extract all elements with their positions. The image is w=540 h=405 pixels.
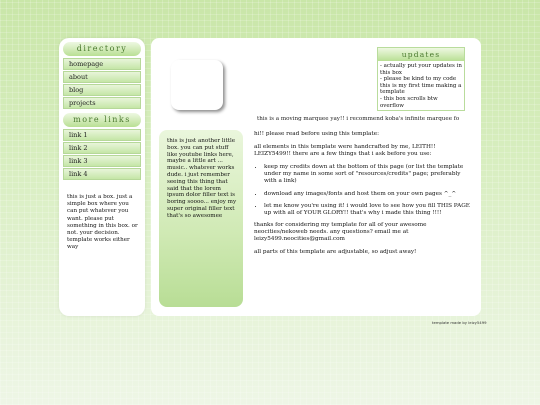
updates-list: [378, 61, 464, 109]
rule-item: • keep my credits down at the bottom of this page (or list the template under my name in some sort of "resources/credits" page; preferably with a link): [264, 164, 472, 185]
intro-text: hi!! please read before using this template:: [254, 131, 379, 137]
update-item: - actually put your updates in this box: [380, 63, 462, 76]
updates-heading: updates: [378, 48, 464, 61]
nav-link-blog[interactable]: blog: [63, 84, 141, 96]
nav-link-4[interactable]: link 4: [63, 168, 141, 180]
more-links-heading: more links: [63, 113, 141, 127]
mini-box-text: this is just another little box. you can put stuff like youtube links here, maybe a little art ... music.. whatever works dude. i just remember seeing this thing that said that the lorem ipsum dolor filler text is boring soooo... enjoy my super original filler text that's so awesomee: [167, 138, 237, 219]
main-panel: [151, 38, 481, 316]
sidebar: [59, 38, 145, 316]
nav-link-homepage[interactable]: homepage: [63, 58, 141, 70]
update-item: - please be kind to my code this is my first time making a template: [380, 76, 462, 96]
nav-link-3[interactable]: link 3: [63, 155, 141, 167]
directory-heading: directory: [63, 42, 141, 56]
update-item: - this box scrolls btw overflow: [380, 95, 438, 109]
main-content: [254, 131, 472, 262]
rule-item: • download any images/fonts and host them on your own pages ^_^: [264, 191, 472, 198]
template-credit: template made by leizy5499: [432, 320, 487, 325]
marquee: this is a moving marquee yay!! i recommend koba's infinite marquee fo: [257, 116, 460, 122]
updates-box[interactable]: [377, 47, 465, 111]
rule-item: • let me know you're using it! i would love to see how you fill THIS PAGE up with all of YOUR GLORY!! that's why i made this thing !!!!: [264, 203, 472, 217]
adjust-paragraph: all parts of this template are adjustable, so adjust away!: [254, 249, 417, 256]
content-paragraph: all elements in this template were handcrafted by me, LEITH!! LEIZY5499!! there are a few things that i ask before you use:: [254, 144, 436, 158]
sidebar-text: this is just a box. just a simple box where you can put whatever you want. please put something in this box. or not. your decision. template works either way: [67, 194, 138, 251]
nav-link-projects[interactable]: projects: [63, 97, 141, 109]
rules-list: [254, 164, 472, 217]
nav-link-2[interactable]: link 2: [63, 142, 141, 154]
nav-link-1[interactable]: link 1: [63, 129, 141, 141]
thanks-paragraph: thanks for considering my template for all of your awesome neocities/nekoweb needs. any questions? email me at leizy5499.neocities@gmail.com: [254, 221, 427, 243]
mini-box: [159, 130, 243, 307]
image-box: [171, 60, 223, 110]
nav-link-about[interactable]: about: [63, 71, 141, 83]
